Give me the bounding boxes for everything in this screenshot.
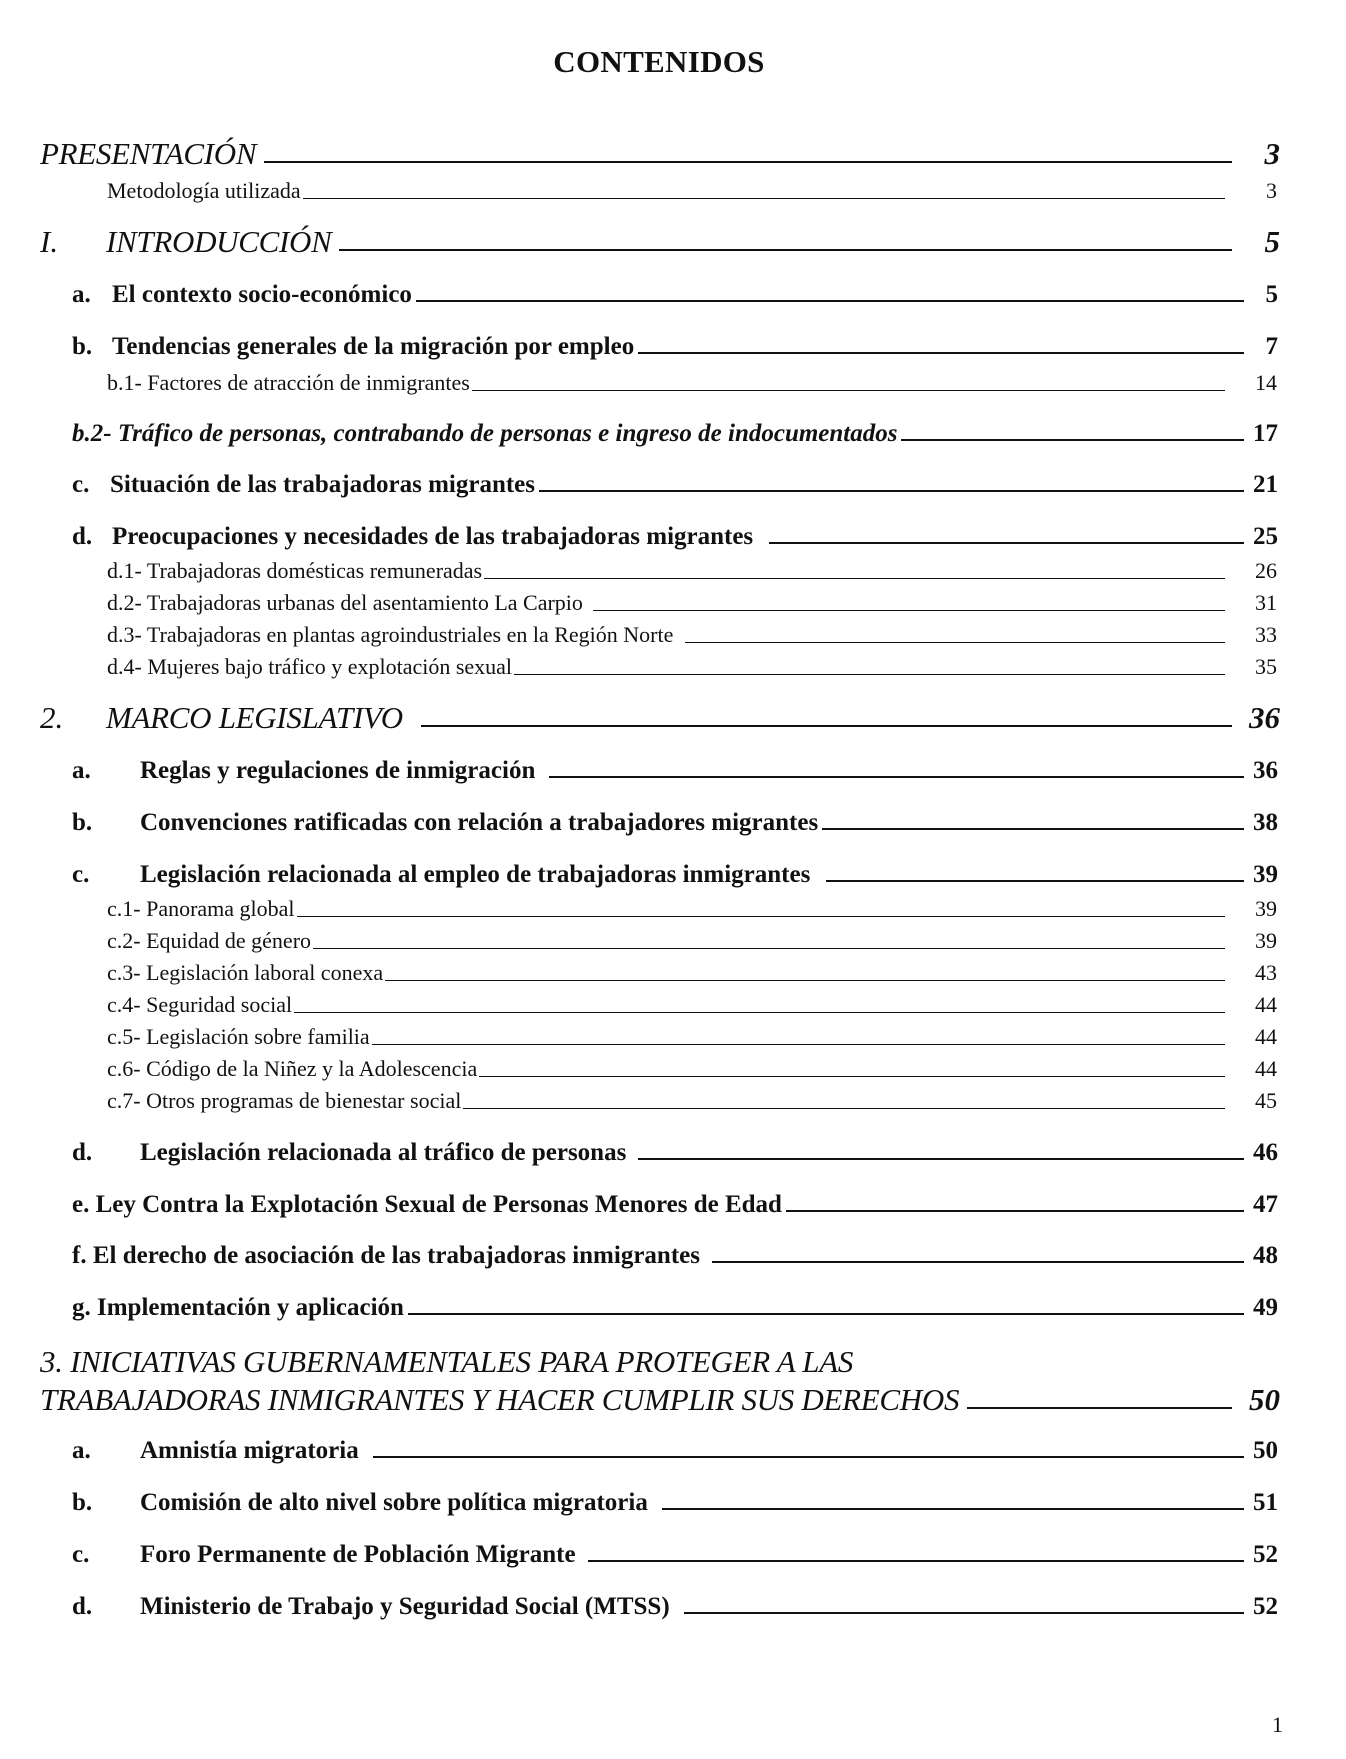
toc-entry-number: c. — [72, 1541, 90, 1568]
toc-entry-page: 3 — [1264, 136, 1280, 171]
toc-entry-c6[interactable] — [107, 1058, 1277, 1080]
toc-entry-title: b.2- Tráfico de personas, contrabando de personas e ingreso de indocumentados — [72, 420, 898, 447]
dot-leader — [472, 390, 1225, 391]
dot-leader — [967, 1407, 1232, 1409]
toc-entry-number: d. — [72, 1139, 93, 1166]
toc-entry-title: Convenciones ratificadas con relación a trabajadores migrantes — [140, 809, 819, 836]
toc-entry-page: 39 — [1255, 896, 1277, 921]
toc-entry-c2[interactable] — [107, 930, 1277, 952]
toc-entry-asociacion[interactable] — [72, 1243, 1278, 1268]
toc-entry-page: 44 — [1255, 1056, 1277, 1081]
toc-entry-title: d.1- Trabajadoras domésticas remuneradas — [107, 558, 483, 583]
toc-entry-page: 47 — [1253, 1191, 1278, 1218]
toc-entry-page: 43 — [1255, 960, 1277, 985]
toc-entry-title: c.5- Legislación sobre familia — [107, 1024, 370, 1049]
toc-entry-page: 45 — [1255, 1088, 1277, 1113]
toc-entry-ley-explotacion[interactable] — [72, 1192, 1278, 1217]
dot-leader — [901, 439, 1244, 441]
toc-entry-c1[interactable] — [107, 898, 1277, 920]
toc-entry-title: MARCO LEGISLATIVO — [106, 700, 403, 735]
toc-entry-title: Legislación relacionada al empleo de trabajadoras inmigrantes — [140, 861, 811, 888]
toc-entry-c4[interactable] — [107, 994, 1277, 1016]
toc-entry-number: I. — [40, 224, 59, 259]
toc-entry-title: d.4- Mujeres bajo tráfico y explotación sexual — [107, 654, 513, 679]
dot-leader — [313, 948, 1225, 949]
toc-entry-number: a. — [72, 757, 91, 784]
page-number: 1 — [1272, 1712, 1283, 1737]
dot-leader — [593, 610, 1225, 611]
toc-entry-page: 5 — [1265, 281, 1278, 308]
dot-leader — [408, 1313, 1244, 1315]
dot-leader — [264, 161, 1232, 163]
toc-entry-comision[interactable] — [72, 1490, 1278, 1515]
toc-entry-title: c.3- Legislación laboral conexa — [107, 960, 384, 985]
toc-entry-page: 3 — [1266, 178, 1277, 203]
toc-entry-page: 5 — [1264, 224, 1280, 259]
toc-entry-page: 31 — [1255, 590, 1277, 615]
toc-entry-introduccion[interactable] — [40, 226, 1280, 257]
toc-entry-title: Preocupaciones y necesidades de las trabajadoras migrantes — [112, 523, 754, 550]
toc-entry-number: b. — [72, 1489, 93, 1516]
dot-leader — [479, 1076, 1225, 1077]
toc-entry-page: 17 — [1253, 420, 1278, 447]
toc-entry-reglas[interactable] — [72, 758, 1278, 783]
toc-entry-number: b. — [72, 809, 93, 836]
toc-entry-page: 44 — [1255, 992, 1277, 1017]
toc-entry-number: c. — [72, 471, 90, 498]
toc-entry-page: 50 — [1249, 1382, 1280, 1417]
toc-entry-title: TRABAJADORAS INMIGRANTES Y HACER CUMPLIR SUS DERECHOS — [40, 1382, 960, 1417]
toc-entry-d2[interactable] — [107, 592, 1277, 614]
toc-entry-number: b. — [72, 333, 93, 360]
toc-entry-title: Situación de las trabajadoras migrantes — [110, 471, 535, 498]
toc-entry-title: Comisión de alto nivel sobre política migratoria — [140, 1489, 648, 1516]
toc-entry-title: g. Implementación y aplicación — [72, 1294, 404, 1321]
toc-entry-page: 39 — [1253, 861, 1278, 888]
dot-leader — [385, 980, 1225, 981]
toc-entry-iniciativas-line2[interactable] — [40, 1384, 1280, 1415]
dot-leader — [826, 880, 1244, 882]
toc-entry-number: d. — [72, 1593, 93, 1620]
toc-entry-page: 48 — [1253, 1242, 1278, 1269]
toc-entry-title: Foro Permanente de Población Migrante — [140, 1541, 576, 1568]
toc-entry-c5[interactable] — [107, 1026, 1277, 1048]
toc-entry-title: PRESENTACIÓN — [40, 136, 257, 171]
dot-leader — [638, 352, 1244, 354]
dot-leader — [662, 1508, 1244, 1510]
toc-entry-page: 35 — [1255, 654, 1277, 679]
toc-entry-b1[interactable] — [107, 372, 1277, 394]
toc-entry-title: d.2- Trabajadoras urbanas del asentamiento La Carpio — [107, 590, 583, 615]
dot-leader — [769, 542, 1244, 544]
toc-entry-trafico[interactable] — [72, 1140, 1278, 1165]
dot-leader — [588, 1560, 1244, 1562]
toc-entry-page: 38 — [1253, 809, 1278, 836]
toc-entry-number: 2. — [40, 700, 64, 735]
dot-leader — [421, 725, 1232, 727]
dot-leader — [514, 674, 1225, 675]
dot-leader — [463, 1108, 1225, 1109]
toc-entry-number: c. — [72, 861, 90, 888]
toc-entry-title: c.6- Código de la Niñez y la Adolescencia — [107, 1056, 478, 1081]
toc-entry-title: b.1- Factores de atracción de inmigrantes — [107, 370, 470, 395]
toc-entry-number: d. — [72, 523, 93, 550]
toc-entry-page: 52 — [1253, 1593, 1278, 1620]
toc-entry-title: Metodología utilizada — [107, 178, 301, 203]
toc-entry-d3[interactable] — [107, 624, 1277, 646]
toc-entry-preocupaciones[interactable] — [72, 524, 1278, 549]
toc-entry-title: e. Ley Contra la Explotación Sexual de Personas Menores de Edad — [72, 1191, 782, 1218]
dot-leader — [786, 1210, 1244, 1212]
toc-entry-situacion[interactable] — [72, 472, 1278, 497]
dot-leader — [484, 578, 1225, 579]
toc-entry-amnistia[interactable] — [72, 1438, 1278, 1463]
dot-leader — [372, 1044, 1225, 1045]
toc-entry-page: 25 — [1253, 523, 1278, 550]
toc-entry-title: c.1- Panorama global — [107, 896, 295, 921]
toc-entry-title: d.3- Trabajadoras en plantas agroindustriales en la Región Norte — [107, 622, 674, 647]
toc-entry-number: a. — [72, 1437, 91, 1464]
toc-entry-number: a. — [72, 281, 91, 308]
toc-entry-title: El contexto socio-económico — [112, 281, 412, 308]
toc-entry-page: 46 — [1253, 1139, 1278, 1166]
toc-entry-page: 36 — [1249, 700, 1280, 735]
dot-leader — [297, 916, 1225, 917]
dot-leader — [539, 490, 1244, 492]
toc-entry-title: 3. INICIATIVAS GUBERNAMENTALES PARA PROTEGER A LAS — [40, 1344, 854, 1379]
toc-entry-title: c.7- Otros programas de bienestar social — [107, 1088, 462, 1113]
toc-entry-title: Amnistía migratoria — [140, 1437, 359, 1464]
toc-entry-d1[interactable] — [107, 560, 1277, 582]
toc-entry-marco-legislativo[interactable] — [40, 702, 1280, 733]
toc-entry-page: 7 — [1265, 333, 1278, 360]
dot-leader — [638, 1158, 1244, 1160]
dot-leader — [294, 1012, 1225, 1013]
dot-leader — [303, 198, 1225, 199]
dot-leader — [339, 249, 1232, 251]
toc-entry-legislacion-empleo[interactable] — [72, 862, 1278, 887]
toc-entry-page: 50 — [1253, 1437, 1278, 1464]
dot-leader — [416, 300, 1244, 302]
toc-entry-page: 39 — [1255, 928, 1277, 953]
toc-entry-title: c.2- Equidad de género — [107, 928, 312, 953]
toc-entry-metodologia[interactable] — [107, 180, 1277, 202]
toc-entry-title: f. El derecho de asociación de las trabajadoras inmigrantes — [72, 1242, 700, 1269]
toc-entry-title: Ministerio de Trabajo y Seguridad Social (MTSS) — [140, 1593, 670, 1620]
toc-entry-page: 21 — [1253, 471, 1278, 498]
toc-entry-presentacion[interactable] — [40, 138, 1280, 169]
toc-entry-title: Legislación relacionada al tráfico de personas — [140, 1139, 627, 1166]
dot-leader — [712, 1261, 1244, 1263]
toc-entry-c3[interactable] — [107, 962, 1277, 984]
toc-entry-title: c.4- Seguridad social — [107, 992, 293, 1017]
toc-entry-tendencias[interactable] — [72, 334, 1278, 359]
toc-entry-b2[interactable] — [72, 421, 1278, 446]
toc-entry-d4[interactable] — [107, 656, 1277, 678]
toc-entry-title: Reglas y regulaciones de inmigración — [140, 757, 536, 784]
toc-entry-page: 51 — [1253, 1489, 1278, 1516]
toc-entry-implementacion[interactable] — [72, 1295, 1278, 1320]
toc-entry-iniciativas-line1[interactable] — [40, 1346, 1280, 1377]
toc-entry-foro[interactable] — [72, 1542, 1278, 1567]
toc-entry-convenciones[interactable] — [72, 810, 1278, 835]
toc-entry-mtss[interactable] — [72, 1594, 1278, 1619]
page-title: CONTENIDOS — [553, 44, 765, 79]
toc-entry-page: 49 — [1253, 1294, 1278, 1321]
toc-entry-title: INTRODUCCIÓN — [106, 224, 332, 259]
toc-entry-page: 44 — [1255, 1024, 1277, 1049]
dot-leader — [549, 776, 1244, 778]
toc-entry-page: 14 — [1255, 370, 1277, 395]
toc-entry-page: 52 — [1253, 1541, 1278, 1568]
dot-leader — [684, 1612, 1244, 1614]
toc-entry-title: Tendencias generales de la migración por empleo — [112, 333, 635, 360]
dot-leader — [822, 828, 1244, 830]
toc-entry-contexto[interactable] — [72, 282, 1278, 307]
dot-leader — [685, 642, 1225, 643]
toc-entry-page: 36 — [1253, 757, 1278, 784]
toc-entry-page: 26 — [1255, 558, 1277, 583]
dot-leader — [373, 1456, 1244, 1458]
toc-entry-c7[interactable] — [107, 1090, 1277, 1112]
toc-entry-page: 33 — [1255, 622, 1277, 647]
